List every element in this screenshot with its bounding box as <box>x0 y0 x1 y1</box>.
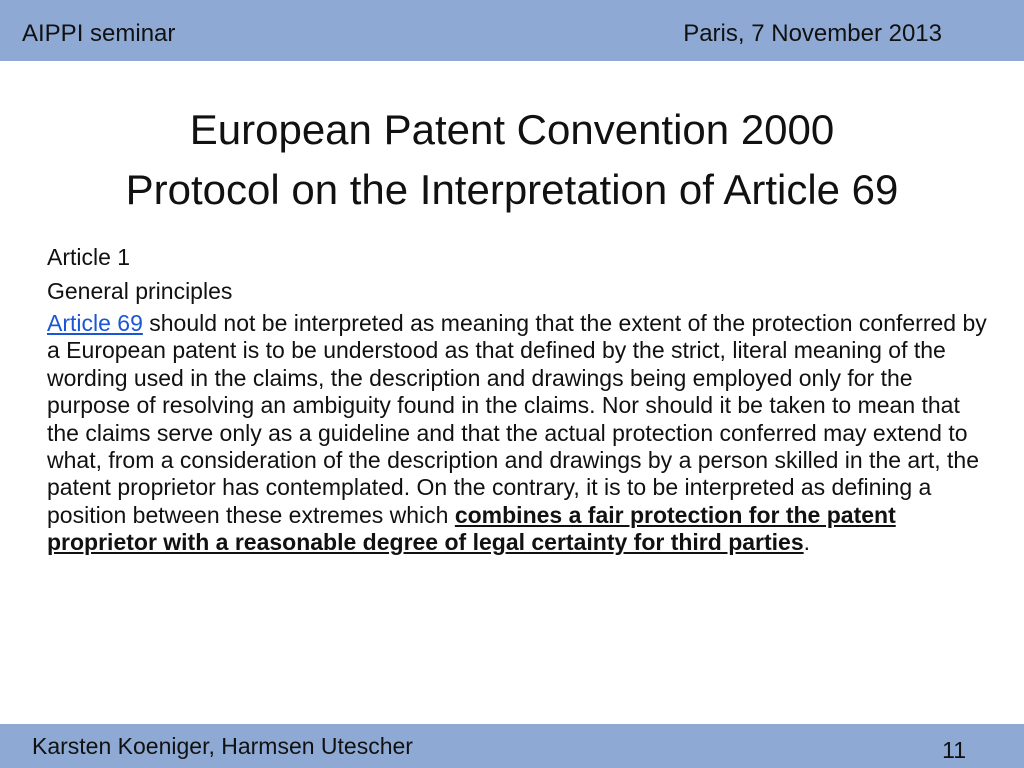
slide-title <box>0 100 1024 220</box>
title-line-2: Protocol on the Interpretation of Article 69 <box>125 166 899 213</box>
article-69-link[interactable]: Article 69 <box>47 310 143 336</box>
emphasized-text: combines a fair protection for the patent proprietor with a reasonable degree of legal certainty for third parties <box>47 501 896 556</box>
slide-body <box>47 240 997 557</box>
header-date-location: Paris, 7 November 2013 <box>683 20 942 47</box>
footer-authors: Karsten Koeniger, Harmsen Utescher <box>32 733 413 759</box>
article-paragraph <box>47 310 997 557</box>
article-number: Article 1 <box>47 244 131 270</box>
title-line-1: European Patent Convention 2000 <box>189 106 835 153</box>
section-heading: General principles <box>47 278 233 304</box>
paragraph-end: . <box>803 529 811 556</box>
header-seminar-label: AIPPI seminar <box>22 20 176 47</box>
page-number: 11 <box>942 737 966 763</box>
paragraph-text: should not be interpreted as meaning that the extent of the protection conferred by a European patent is to be understood as that defined by the strict, literal meaning of the wording used in the claims, the description and drawings being employed only for the purpose of resolving an ambiguity found in the claims. Nor should it be taken to mean that the claims serve only as a guideline and that the actual protection conferred may extend to what, from a consideration of the description and drawings by a person skilled in the art, the patent proprietor has contemplated. On the contrary, it is to be interpreted as defining a position between these extremes which <box>47 310 987 528</box>
